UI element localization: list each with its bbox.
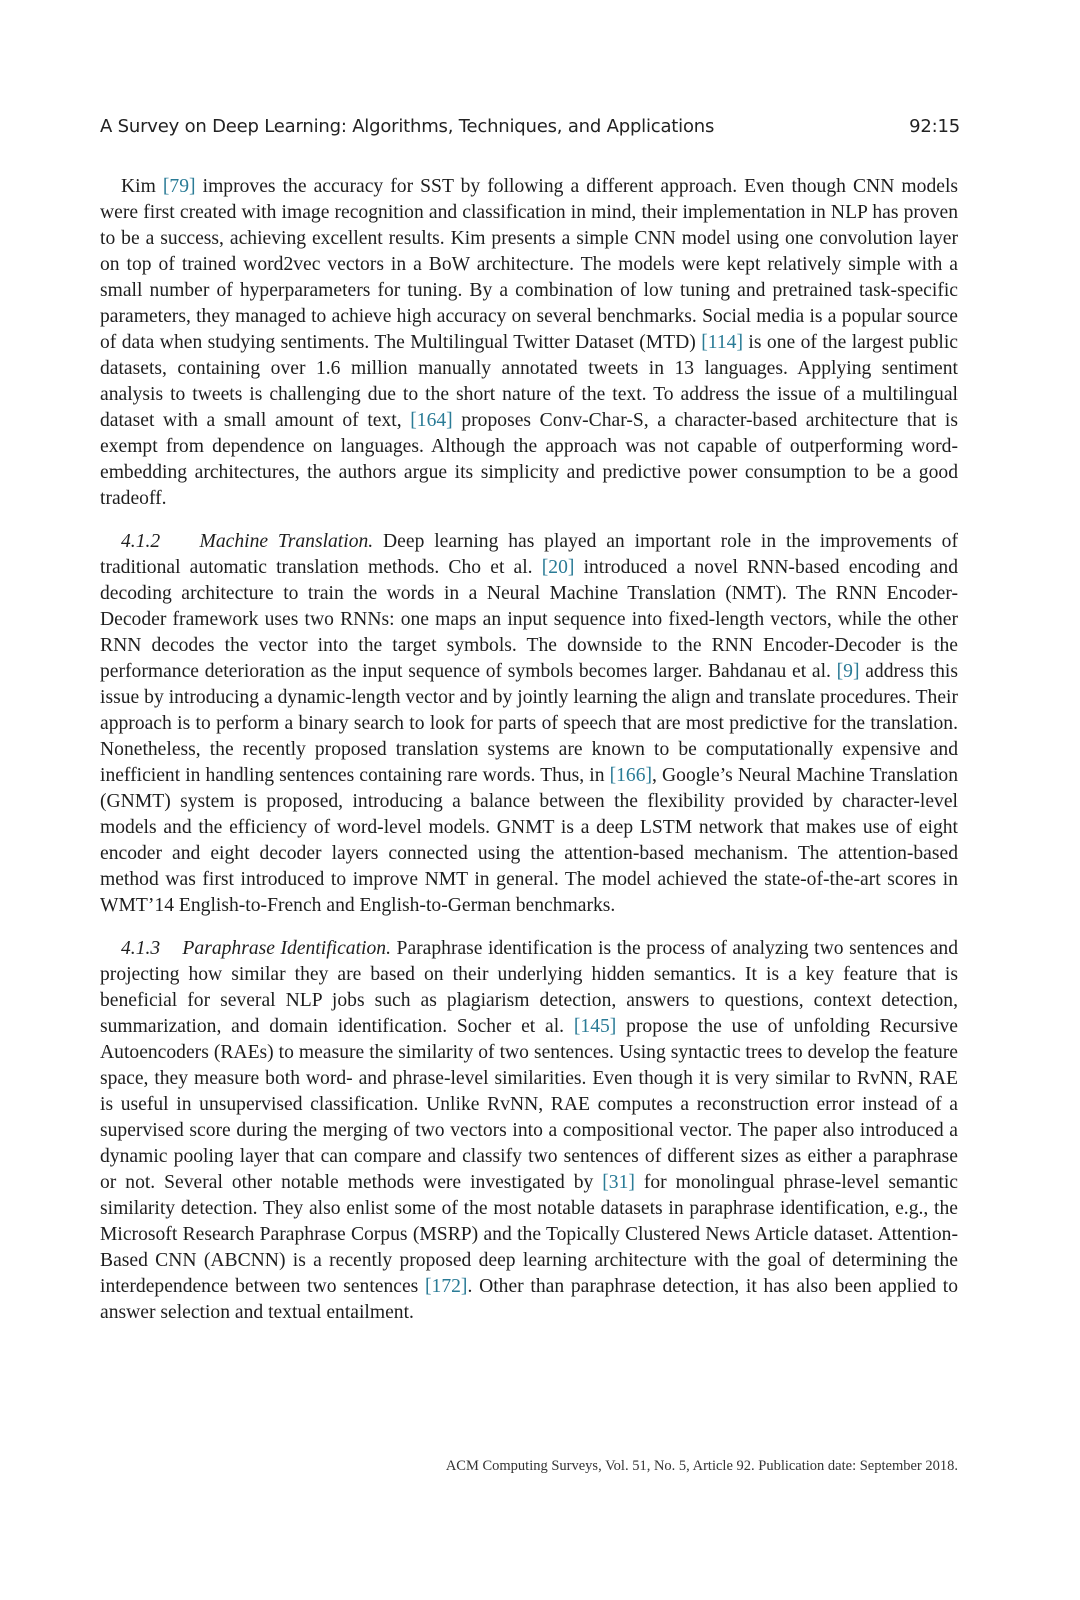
text-run: is one of the largest public datasets, containing over 1.6 million manually annotated tweets in 13 languages. Applying sentiment analysis to tweets is challenging due to the short nature of the text. To address the issue of a multilingual dataset with a small amount of text, <box>100 332 958 431</box>
text-run: for monolingual phrase-level semantic similarity detection. They also enlist some of the most notable datasets in paraphrase identification, e.g., the Microsoft Research Paraphrase Corpus (MSRP) and the Topically Clustered News Article dataset. Attention-Based CNN (ABCNN) is a recently proposed deep learning architecture with the goal of determining the interdependence between two sentences <box>100 1172 958 1297</box>
running-title: A Survey on Deep Learning: Algorithms, Techniques, and Applications <box>100 116 715 137</box>
citation-link[interactable]: [9] <box>836 661 860 682</box>
paragraph <box>100 529 958 919</box>
text-run: propose the use of unfolding Recursive Autoencoders (RAEs) to measure the similarity of two sentences. Using syntactic trees to develop the feature space, they measure both word- and phrase-level similarities. Even though it is very similar to RvNN, RAE is useful in unsupervised classification. Unlike RvNN, RAE computes a reconstruction error instead of a supervised score during the merging of two vectors into a compositional vector. The paper also introduced a dynamic pooling layer that can compare and classify two sentences of different sizes as either a paraphrase or not. Several other notable methods were investigated by <box>100 1016 958 1193</box>
citation-link[interactable]: [172] <box>425 1276 468 1297</box>
footer-citation: ACM Computing Surveys, Vol. 51, No. 5, Article 92. Publication date: September 2018. <box>445 1458 958 1474</box>
citation-link[interactable]: [79] <box>162 176 196 197</box>
text-run: . Other than paraphrase detection, it has also been applied to answer selection and textual entailment. <box>100 1276 958 1323</box>
citation-link[interactable]: [164] <box>410 410 453 431</box>
page-number: 92:15 <box>909 116 960 137</box>
section-heading: 4.1.3 Paraphrase Identification. <box>121 938 391 959</box>
section-heading: 4.1.2 Machine Translation. <box>121 531 374 552</box>
text-run: Paraphrase identification is the process of analyzing two sentences and projecting how similar they are based on their underlying hidden semantics. It is a key feature that is beneficial for several NLP jobs such as plagiarism detection, answers to questions, context detection, summarization, and domain identification. Socher et al. <box>100 938 959 1037</box>
citation-link[interactable]: [20] <box>541 557 575 578</box>
text-run: address this issue by introducing a dynamic-length vector and by jointly learning the align and translate procedures. Their approach is to perform a binary search to look for parts of speech that are most predictive for the translation. Nonetheless, the recently proposed translation systems are known to be computationally expensive and inefficient in handling sentences containing rare words. Thus, in <box>100 661 959 786</box>
body-text <box>100 174 958 1343</box>
citation-link[interactable]: [145] <box>573 1016 617 1037</box>
citation-link[interactable]: [114] <box>701 332 743 353</box>
paragraph <box>100 174 958 512</box>
text-run: improves the accuracy for SST by following a different approach. Even though CNN models were first created with image recognition and classification in mind, their implementation in NLP has proven to be a success, achieving excellent results. Kim presents a simple CNN model using one convolution layer on top of trained word2vec vectors in a BoW architecture. The models were kept relatively simple with a small number of hyperparameters for tuning. By a combination of low tuning and pretrained task-specific parameters, they managed to achieve high accuracy on several benchmarks. Social media is a popular source of data when studying sentiments. The Multilingual Twitter Dataset (MTD) <box>100 176 959 353</box>
paragraph <box>100 936 958 1326</box>
text-run: proposes Conv-Char-S, a character-based architecture that is exempt from dependence on languages. Although the approach was not capable of outperforming word-embedding architectures, the authors argue its simplicity and predictive power consumption to be a good tradeoff. <box>100 410 959 509</box>
citation-link[interactable]: [166] <box>609 765 653 786</box>
running-header <box>100 116 960 137</box>
text-run: , Google’s Neural Machine Translation (GNMT) system is proposed, introducing a balance between the flexibility provided by character-level models and the efficiency of word-level models. GNMT is a deep LSTM network that makes use of eight encoder and eight decoder layers connected using the attention-based mechanism. The attention-based method was first introduced to improve NMT in general. The model achieved the state-of-the-art scores in WMT’14 English-to-French and English-to-German benchmarks. <box>100 765 958 916</box>
citation-link[interactable]: [31] <box>602 1172 635 1193</box>
text-run: Kim <box>121 176 163 197</box>
text-run: Deep learning has played an important role in the improvements of traditional automatic translation methods. Cho et al. <box>100 531 958 578</box>
text-run: introduced a novel RNN-based encoding and decoding architecture to train the words in a Neural Machine Translation (NMT). The RNN Encoder-Decoder framework uses two RNNs: one maps an input sequence into fixed-length vectors, while the other RNN decodes the vector into the target symbols. The downside to the RNN Encoder-Decoder is the performance deterioration as the input sequence of symbols becomes larger. Bahdanau et al. <box>100 557 958 682</box>
